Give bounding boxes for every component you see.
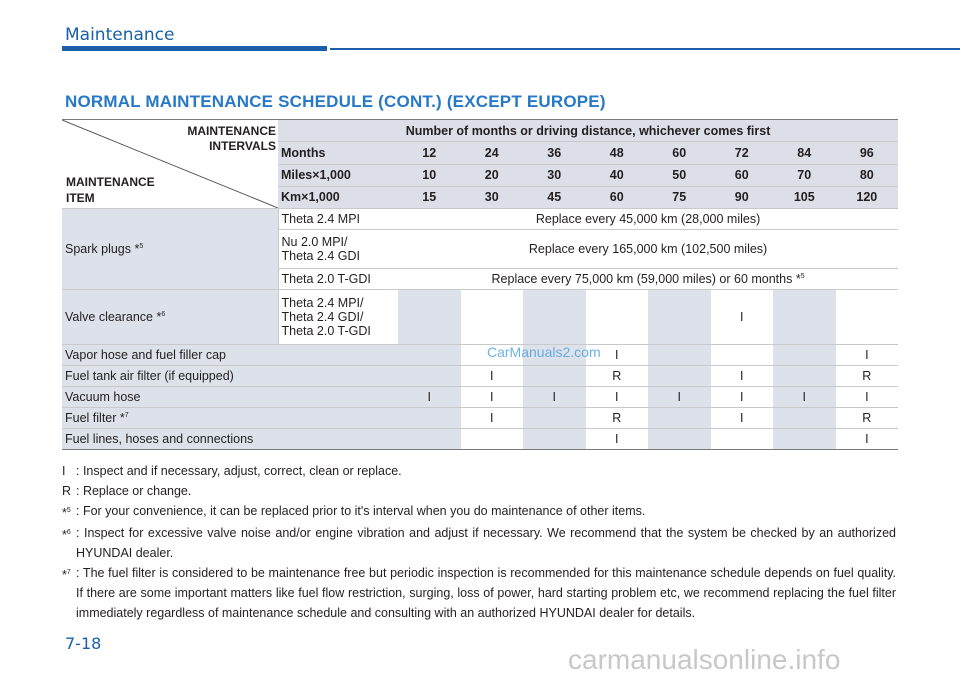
schedule-cell [773,429,836,450]
interval-value: 40 [586,164,649,186]
interval-value: 96 [836,142,899,164]
schedule-cell: I [586,429,649,450]
note-text: : Replace or change. [76,484,192,498]
interval-value: 60 [586,186,649,208]
interval-value: 84 [773,142,836,164]
item-label: Fuel tank air filter (if equipped) [62,366,398,387]
note-key: *$^7$ [62,568,71,582]
schedule-cell [773,366,836,387]
legend-note [62,461,896,481]
schedule-cell [523,429,586,450]
schedule-cell [773,408,836,429]
schedule-cell [586,290,649,345]
schedule-cell: I [711,366,774,387]
schedule-cell [523,366,586,387]
schedule-cell: I [711,408,774,429]
item-label-spark-plugs: Spark plugs *$^5$ [62,209,278,290]
interval-value: 24 [461,142,524,164]
item-label-valve-clearance: Valve clearance *$^6$ [62,290,278,345]
interval-value: 120 [836,186,899,208]
note-text: : Inspect for excessive valve noise and/or engine vibration and adjust if necessary. We recommend that the system be checked by an authorized HYUNDAI dealer. [76,526,896,560]
replacement-interval: Replace every 75,000 km (59,000 miles) or 60 months *$^5$ [398,269,898,290]
note-key: I [62,464,66,478]
schedule-cell [523,290,586,345]
item-label: Fuel filter *$^7$ [62,408,398,429]
schedule-cell [773,345,836,366]
footnote-marker: 7 [124,412,129,419]
schedule-cell: I [711,290,774,345]
interval-value: 36 [523,142,586,164]
schedule-cell: R [586,366,649,387]
watermark: CarManuals2.com [487,344,601,360]
legend-note [62,481,896,501]
schedule-cell [648,345,711,366]
schedule-cell [398,290,461,345]
interval-value: 105 [773,186,836,208]
schedule-cell: I [836,345,899,366]
item-label: Fuel lines, hoses and connections [62,429,398,450]
replacement-interval: Replace every 45,000 km (28,000 miles) [398,209,898,230]
schedule-cell: I [836,429,899,450]
schedule-cell [648,366,711,387]
schedule-cell [398,408,461,429]
schedule-cell: R [586,408,649,429]
header-rule-thick [62,46,327,51]
schedule-cell [711,429,774,450]
footnote-marker: 5 [66,507,71,514]
legend-note [62,523,896,563]
engine-label: Nu 2.0 MPI/ Theta 2.4 GDI [278,230,398,269]
table-row [62,345,898,366]
legend-notes [62,461,896,623]
schedule-cell: I [773,387,836,408]
header-span: Number of months or driving distance, whichever comes first [278,120,898,142]
item-label: Vacuum hose [62,387,398,408]
schedule-cell: I [523,387,586,408]
interval-label: Months [278,142,398,164]
table-row [62,366,898,387]
footnote-marker: 7 [66,569,71,576]
schedule-cell [648,408,711,429]
maintenance-schedule-table [62,119,898,450]
header-corner [62,120,278,209]
schedule-cell: I [586,345,649,366]
interval-value: 60 [711,164,774,186]
interval-value: 10 [398,164,461,186]
schedule-cell [398,366,461,387]
schedule-cell [773,290,836,345]
corner-intervals-label: MAINTENANCE INTERVALS [187,124,276,153]
engine-label: Theta 2.0 T-GDI [278,269,398,290]
interval-value: 30 [461,186,524,208]
schedule-cell [398,345,461,366]
interval-value: 12 [398,142,461,164]
interval-value: 48 [586,142,649,164]
schedule-cell: I [398,387,461,408]
interval-value: 45 [523,186,586,208]
footnote-marker: 6 [161,311,166,318]
schedule-cell [461,290,524,345]
page-number: 7-18 [65,634,102,653]
interval-value: 75 [648,186,711,208]
schedule-cell [523,408,586,429]
interval-value: 90 [711,186,774,208]
schedule-cell: I [461,408,524,429]
note-text: : Inspect and if necessary, adjust, correct, clean or replace. [76,464,402,478]
corner-item-label: MAINTENANCE ITEM [66,175,155,205]
note-text: : For your convenience, it can be replaced prior to it's interval when you do maintenance of other items. [76,504,646,518]
footnote-marker: 6 [66,529,71,536]
schedule-cell: I [648,387,711,408]
schedule-cell: I [711,387,774,408]
interval-value: 30 [523,164,586,186]
schedule-cell [836,290,899,345]
footnote-marker: 5 [139,243,144,250]
footnote-marker: 5 [800,273,805,280]
note-text: : The fuel filter is considered to be maintenance free but periodic inspection is recommended for this maintenance schedule depends on fuel quality. If there are some important matters like fuel flow restriction, surging, loss of power, hard starting problem etc, we recommend replacing the fuel filter immediately regardless of maintenance schedule and consulting with an authorized HYUNDAI dealer for details. [76,566,896,620]
legend-note [62,563,896,623]
replacement-interval: Replace every 165,000 km (102,500 miles) [398,230,898,269]
interval-value: 70 [773,164,836,186]
schedule-cell [648,290,711,345]
page-heading: NORMAL MAINTENANCE SCHEDULE (CONT.) (EXCEPT EUROPE) [65,92,606,111]
table-row [62,408,898,429]
interval-label: Miles×1,000 [278,164,398,186]
table-row [62,429,898,450]
item-label: Vapor hose and fuel filler cap [62,345,398,366]
header-rule-thin [330,48,960,50]
header-row [62,120,898,142]
legend-note [62,501,896,523]
table-row [62,290,898,345]
interval-value: 50 [648,164,711,186]
note-key: R [62,484,72,498]
table-row [62,209,898,230]
schedule-cell: R [836,366,899,387]
interval-value: 20 [461,164,524,186]
interval-value: 80 [836,164,899,186]
schedule-cell: I [586,387,649,408]
note-key: *$^6$ [62,528,71,542]
interval-value: 60 [648,142,711,164]
interval-value: 72 [711,142,774,164]
schedule-cell: I [461,366,524,387]
schedule-cell [711,345,774,366]
interval-value: 15 [398,186,461,208]
schedule-cell: I [461,387,524,408]
footer-watermark: carmanualsonline.info [568,644,841,675]
table-row [62,387,898,408]
interval-label: Km×1,000 [278,186,398,208]
engine-label: Theta 2.4 MPI [278,209,398,230]
schedule-cell: R [836,408,899,429]
note-key: *$^5$ [62,506,71,520]
schedule-cell [648,429,711,450]
schedule-cell [398,429,461,450]
engine-label: Theta 2.4 MPI/ Theta 2.4 GDI/ Theta 2.0 T-GDI [278,290,398,345]
schedule-cell [461,429,524,450]
schedule-cell: I [836,387,899,408]
section-label: Maintenance [65,25,175,45]
